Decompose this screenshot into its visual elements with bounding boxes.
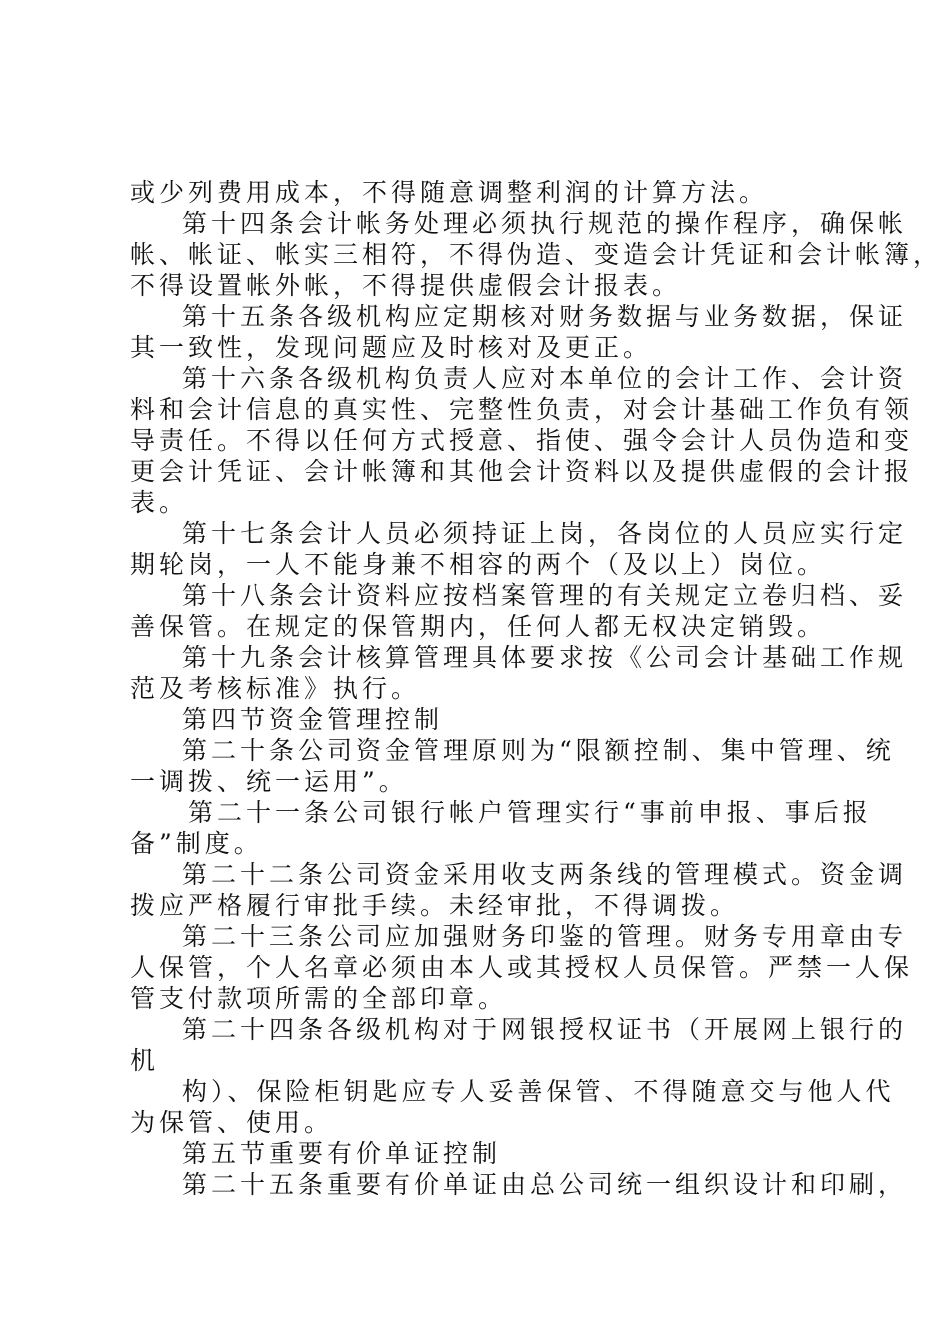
text-line: 人保管，个人名章必须由本人或其授权人员保管。严禁一人保: [130, 953, 914, 982]
text-line: 或少列费用成本，不得随意调整利润的计算方法。: [130, 178, 769, 207]
text-line: 期轮岗，一人不能身兼不相容的两个（及以上）岗位。: [130, 550, 827, 579]
section-heading: 第四节资金管理控制: [182, 705, 444, 734]
text-line: 范及考核标准》执行。: [130, 674, 421, 703]
text-line: 备”制度。: [130, 829, 263, 858]
article-18-line: 第十八条会计资料应按档案管理的有关规定立卷归档、妥: [182, 581, 908, 610]
text-line: 料和会计信息的真实性、完整性负责，对会计基础工作负有领: [130, 395, 914, 424]
text-line: 拨应严格履行审批手续。未经审批，不得调拨。: [130, 891, 740, 920]
article-20-line: 第二十条公司资金管理原则为“限额控制、集中管理、统: [182, 736, 895, 765]
text-line: 善保管。在规定的保管期内，任何人都无权决定销毁。: [130, 612, 827, 641]
text-line: 机: [130, 1046, 160, 1075]
article-22-line: 第二十二条公司资金采用收支两条线的管理模式。资金调: [182, 860, 908, 889]
article-23-line: 第二十三条公司应加强财务印鉴的管理。财务专用章由专: [182, 922, 908, 951]
text-line: 其一致性，发现问题应及时核对及更正。: [130, 333, 653, 362]
article-17-line: 第十七条会计人员必须持证上岗，各岗位的人员应实行定: [182, 519, 908, 548]
text-line: 管支付款项所需的全部印章。: [130, 984, 508, 1013]
article-25-line: 第二十五条重要有价单证由总公司统一组织设计和印刷，: [182, 1170, 908, 1199]
text-line: 更会计凭证、会计帐簿和其他会计资料以及提供虚假的会计报: [130, 457, 914, 486]
article-21-line: 第二十一条公司银行帐户管理实行“事前申报、事后报: [188, 798, 872, 827]
text-line: 一调拨、统一运用”。: [130, 767, 408, 796]
text-line: 导责任。不得以任何方式授意、指使、强令会计人员伪造和变: [130, 426, 914, 455]
article-15-line: 第十五条各级机构应定期核对财务数据与业务数据，保证: [182, 302, 908, 331]
text-line: 帐、帐证、帐实三相符，不得伪造、变造会计凭证和会计帐簿，: [130, 240, 943, 269]
text-line: 为保管、使用。: [130, 1108, 334, 1137]
text-line: 不得设置帐外帐，不得提供虚假会计报表。: [130, 271, 682, 300]
text-line: 构）、保险柜钥匙应专人妥善保管、不得随意交与他人代: [182, 1077, 895, 1106]
section-heading: 第五节重要有价单证控制: [182, 1139, 502, 1168]
article-24-line: 第二十四条各级机构对于网银授权证书（开展网上银行的: [182, 1015, 908, 1044]
article-14-line: 第十四条会计帐务处理必须执行规范的操作程序，确保帐: [182, 209, 908, 238]
text-line: 表。: [130, 488, 189, 517]
article-19-line: 第十九条会计核算管理具体要求按《公司会计基础工作规: [182, 643, 908, 672]
article-16-line: 第十六条各级机构负责人应对本单位的会计工作、会计资: [182, 364, 908, 393]
